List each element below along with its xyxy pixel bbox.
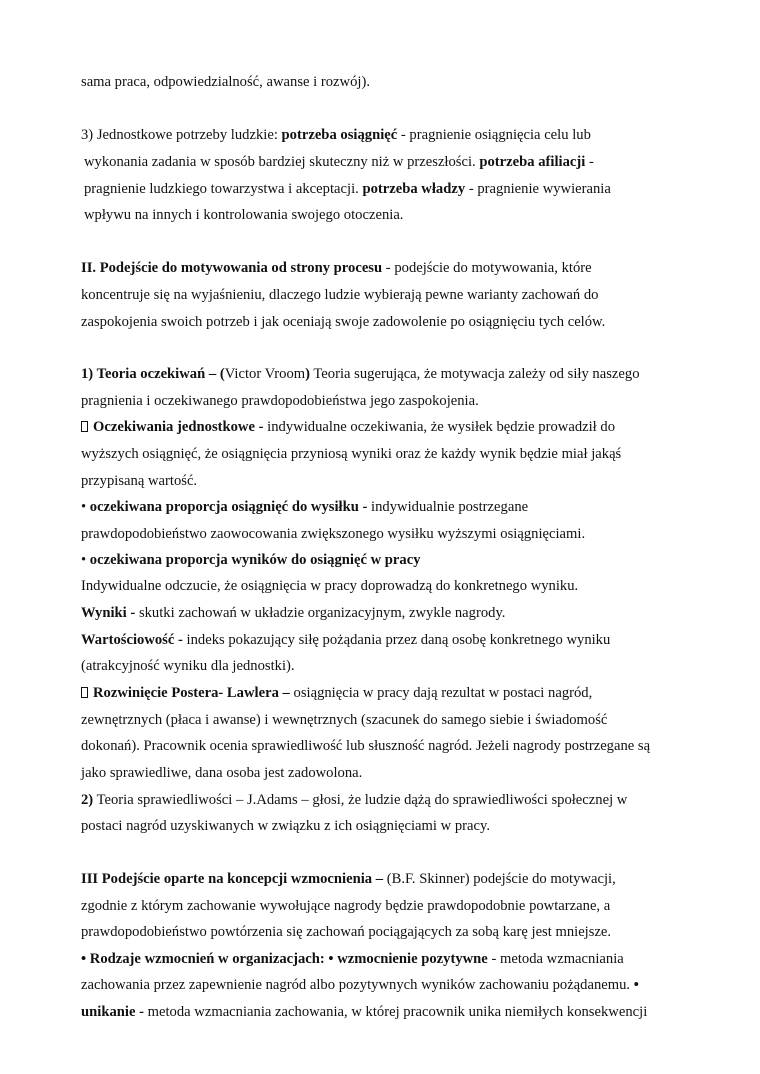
text-line: prawdopodobieństwo powtórzenia się zachowań pociągających za sobą karę jest mniejsze. bbox=[81, 924, 612, 940]
text-line: Wyniki - skutki zachowań w układzie organizacyjnym, zwykle nagrody. bbox=[81, 605, 506, 621]
square-bullet-icon bbox=[81, 687, 88, 698]
text-line: prawdopodobieństwo zaowocowania zwiększonego wysiłku wyższymi osiągnięciami. bbox=[81, 526, 586, 542]
text-line: (atrakcyjność wyniku dla jednostki). bbox=[81, 658, 295, 674]
square-bullet-icon bbox=[81, 421, 88, 432]
text-line: dokonań). Pracownik ocenia sprawiedliwość lub słuszność nagród. Jeżeli nagrody postrzegane są bbox=[81, 738, 651, 754]
text-line: koncentruje się na wyjaśnieniu, dlaczego ludzie wybierają pewne warianty zachowań do bbox=[81, 287, 599, 303]
text-line: 1) Teoria oczekiwań – (Victor Vroom) Teoria sugerująca, że motywacja zależy od siły naszego bbox=[81, 366, 640, 382]
text-line: 2) Teoria sprawiedliwości – J.Adams – głosi, że ludzie dążą do sprawiedliwości społecznej w bbox=[81, 792, 628, 808]
text-line: zachowania przez zapewnienie nagród albo pozytywnych wyników zachowaniu pożądanemu. • bbox=[81, 977, 639, 993]
text-line: wpływu na innych i kontrolowania swojego otoczenia. bbox=[84, 207, 404, 223]
text-line: zaspokojenia swoich potrzeb i jak oceniają swoje zadowolenie po osiągnięciu tych celów. bbox=[81, 314, 606, 330]
text-line: zewnętrznych (płaca i awanse) i wewnętrznych (szacunek do samego siebie i świadomość bbox=[81, 712, 608, 728]
section-heading-line: II. Podejście do motywowania od strony procesu - podejście do motywowania, które bbox=[81, 260, 592, 276]
text-line: wykonania zadania w sposób bardziej skuteczny niż w przeszłości. potrzeba afiliacji - bbox=[84, 154, 594, 170]
text-line: zgodnie z którym zachowanie wywołujące nagrody będzie prawdopodobnie powtarzane, a bbox=[81, 898, 611, 914]
text-line: postaci nagród uzyskiwanych w związku z ich osiągnięciami w pracy. bbox=[81, 818, 491, 834]
text-line: pragnienie ludzkiego towarzystwa i akceptacji. potrzeba władzy - pragnienie wywierania bbox=[84, 181, 611, 197]
text-line: sama praca, odpowiedzialność, awanse i rozwój). bbox=[81, 74, 370, 90]
text-line: 3) Jednostkowe potrzeby ludzkie: potrzeba osiągnięć - pragnienie osiągnięcia celu lub bbox=[81, 127, 591, 143]
text-line: • oczekiwana proporcja wyników do osiągnięć w pracy bbox=[81, 552, 421, 568]
section-heading-line: III Podejście oparte na koncepcji wzmocnienia – (B.F. Skinner) podejście do motywacji, bbox=[81, 871, 616, 887]
text-line: wyższych osiągnięć, że osiągnięcia przyniosą wyniki oraz że każdy wynik będzie miał jakąś bbox=[81, 446, 622, 462]
text-line: Wartościowość - indeks pokazujący siłę pożądania przez daną osobę konkretnego wyniku bbox=[81, 632, 611, 648]
text-line: Indywidualne odczucie, że osiągnięcia w pracy doprowadzą do konkretnego wyniku. bbox=[81, 578, 579, 594]
text-line: jako sprawiedliwe, dana osoba jest zadowolona. bbox=[81, 765, 363, 781]
text-line: przypisaną wartość. bbox=[81, 473, 198, 489]
text-line: Oczekiwania jednostkowe - indywidualne oczekiwania, że wysiłek będzie prowadził do bbox=[81, 418, 615, 436]
text-line: pragnienia i oczekiwanego prawdopodobieństwa jego zaspokojenia. bbox=[81, 393, 479, 409]
text-line: unikanie - metoda wzmacniania zachowania, w której pracownik unika niemiłych konsekwencji bbox=[81, 1004, 648, 1020]
text-line: • oczekiwana proporcja osiągnięć do wysiłku - indywidualnie postrzegane bbox=[81, 499, 529, 515]
text-line: • Rodzaje wzmocnień w organizacjach: • wzmocnienie pozytywne - metoda wzmacniania bbox=[81, 951, 624, 967]
text-line: Rozwinięcie Postera- Lawlera – osiągnięcia w pracy dają rezultat w postaci nagród, bbox=[81, 684, 592, 702]
